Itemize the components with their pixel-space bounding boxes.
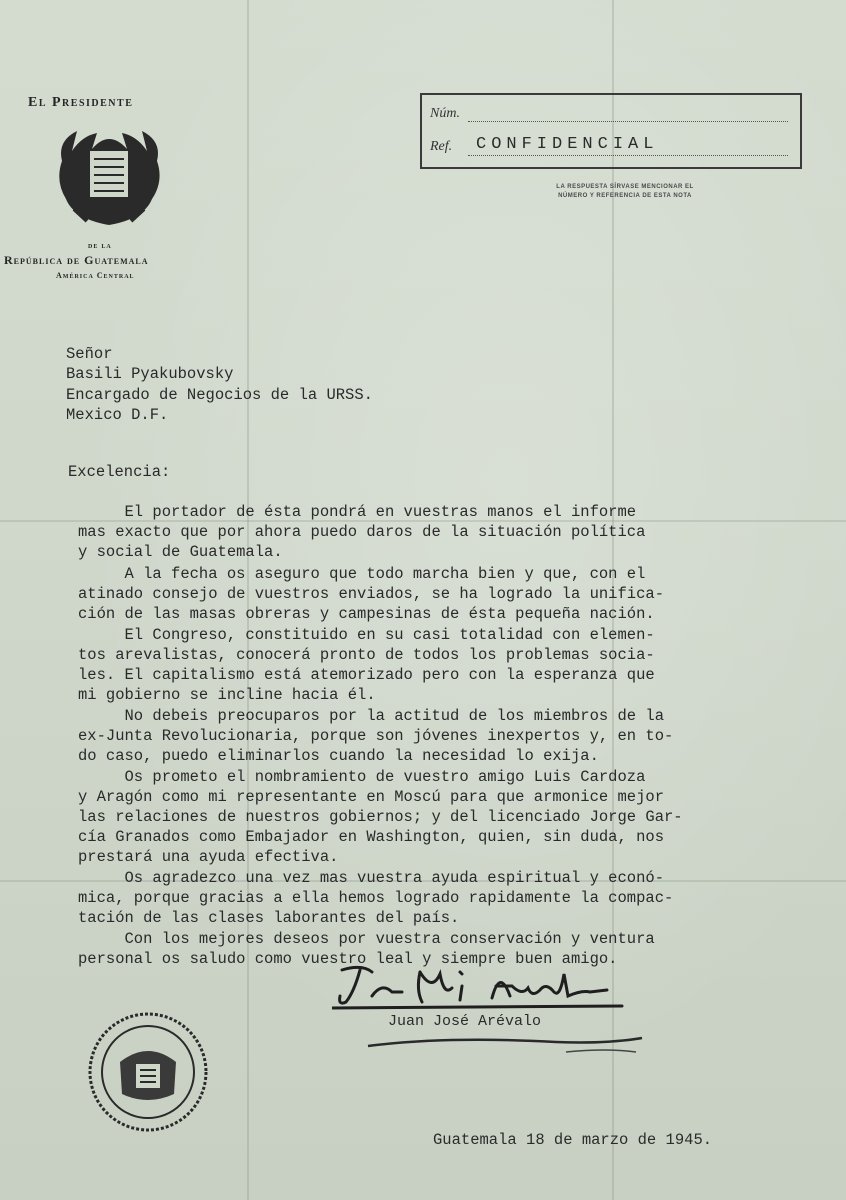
body-line: El Congreso, constituido en su casi totalidad con elemen- [78,626,655,644]
coat-of-arms-icon [52,121,167,231]
body-line: prestará una ayuda efectiva. [78,848,339,866]
letterhead-title: El Presidente [28,95,134,110]
signatory-name: Juan José Arévalo [388,1013,542,1030]
body-line: Os agradezco una vez mas vuestra ayuda espiritual y econó- [78,869,664,887]
letterhead-region: América Central [56,271,135,280]
body-line: No debeis preocuparos por la actitud de los miembros de la [78,707,664,725]
body-line: tos arevalistas, conocerá pronto de todos los problemas socia- [78,646,655,664]
body-line: mas exacto que por ahora puedo daros de la situación política [78,523,646,541]
reference-note-line: NÚMERO Y REFERENCIA DE ESTA NOTA [558,193,692,199]
addressee-line: Mexico D.F. [66,406,169,424]
body-line: y social de Guatemala. [78,543,283,561]
body-line: Con los mejores deseos por vuestra conservación y ventura [78,930,655,948]
ref-label: Ref. [430,139,453,154]
handwritten-signature [332,962,632,1012]
letterhead-de-la: de la [88,241,112,250]
body-line: El portador de ésta pondrá en vuestras manos el informe [78,503,637,521]
letterhead-republic: República de Guatemala [4,253,149,267]
salutation: Excelencia: [68,463,171,481]
body-line: do caso, puedo eliminarlos cuando la necesidad lo exija. [78,747,599,765]
body-line: tación de las clases laborantes del país. [78,909,460,927]
body-line: y Aragón como mi representante en Moscú para que armonice mejor [78,788,664,806]
addressee-line: Encargado de Negocios de la URSS. [66,386,373,404]
body-line: personal os saludo como vuestro leal y siempre buen amigo. [78,950,618,968]
body-line: ción de las masas obreras y campesinas de ésta pequeña nación. [78,605,655,623]
num-line [468,121,788,122]
reference-note-line: LA RESPUESTA SÍRVASE MENCIONAR EL [556,184,694,190]
body-line: mica, porque gracias a ella hemos logrado rapidamente la compac- [78,889,674,907]
ref-value: CONFIDENCIAL [476,135,659,154]
addressee-line: Basili Pyakubovsky [66,365,234,383]
addressee-line: Señor [66,345,113,363]
reference-note [505,183,745,201]
signature-flourish [366,1032,646,1060]
num-label: Núm. [430,106,460,121]
body-line: ex-Junta Revolucionaria, porque son jóvenes inexpertos y, en to- [78,727,674,745]
body-line: A la fecha os aseguro que todo marcha bien y que, con el [78,565,646,583]
body-line: las relaciones de nuestros gobiernos; y del licenciado Jorge Gar- [78,808,683,826]
body-line: mi gobierno se incline hacia él. [78,686,376,704]
body-line: atinado consejo de vuestros enviados, se ha logrado la unifica- [78,585,664,603]
body-line: cía Granados como Embajador en Washington, quien, sin duda, nos [78,828,664,846]
reference-box [420,93,802,169]
ref-line [468,155,788,156]
body-line: Os prometo el nombramiento de vuestro amigo Luis Cardoza [78,768,646,786]
official-seal-icon [86,1010,210,1134]
place-and-date: Guatemala 18 de marzo de 1945. [433,1131,713,1149]
body-line: les. El capitalismo está atemorizado pero con la esperanza que [78,666,655,684]
